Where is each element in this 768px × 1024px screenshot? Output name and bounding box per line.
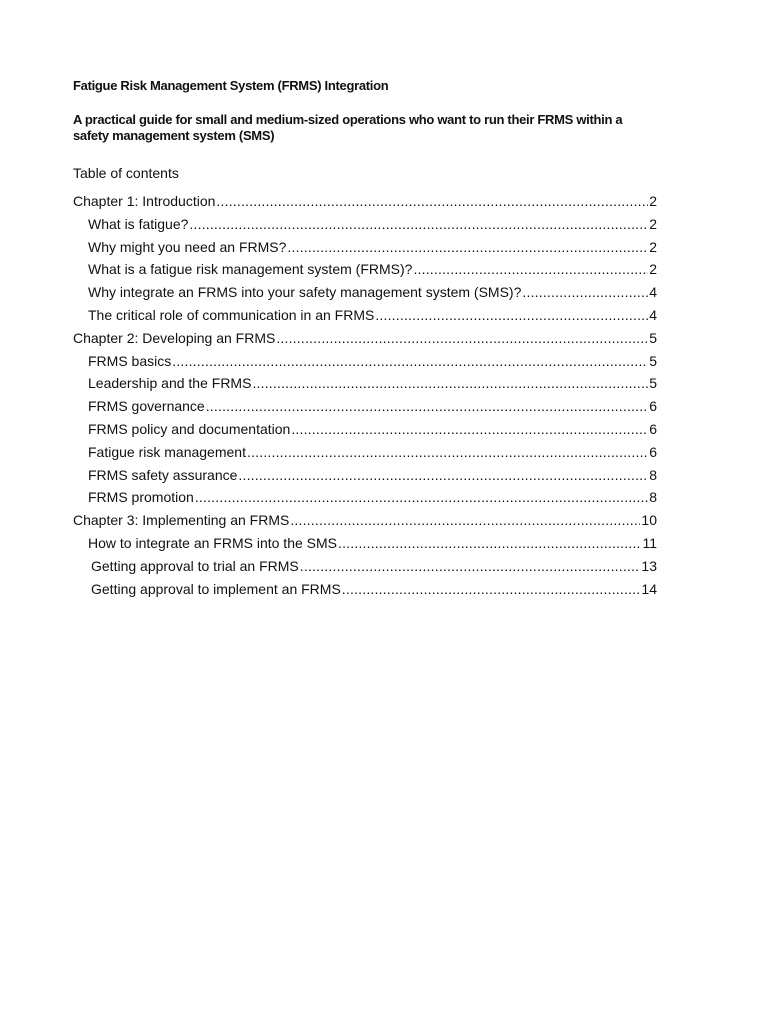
toc-section-entry[interactable] (73, 444, 657, 467)
toc-entry-label: Why might you need an FRMS? (88, 238, 287, 255)
toc-entry-label: Why integrate an FRMS into your safety management system (SMS)? (88, 284, 522, 301)
toc-entry-label: Fatigue risk management (88, 443, 246, 460)
toc-page-number: 13 (641, 557, 657, 574)
toc-page-number: 14 (641, 580, 657, 597)
toc-page-number: 5 (649, 352, 657, 369)
toc-section-entry[interactable] (73, 216, 657, 239)
toc-section-entry[interactable] (73, 581, 657, 604)
toc-entry-label: FRMS safety assurance (88, 466, 238, 483)
toc-dot-leader (238, 467, 648, 483)
toc-section-entry[interactable] (73, 535, 657, 558)
toc-dot-leader (300, 558, 641, 574)
toc-page-number: 2 (649, 261, 657, 278)
toc-dot-leader (375, 307, 648, 323)
toc-chapter-entry[interactable] (73, 512, 657, 535)
toc-section-entry[interactable] (73, 467, 657, 490)
toc-dot-leader (290, 512, 640, 528)
toc-entry-label: What is fatigue? (88, 215, 189, 232)
toc-section-entry[interactable] (73, 421, 657, 444)
toc-page-number: 2 (649, 238, 657, 255)
toc-dot-leader (252, 375, 648, 391)
toc-entry-label: Chapter 2: Developing an FRMS (73, 329, 276, 346)
toc-entry-label: The critical role of communication in an FRMS (88, 306, 375, 323)
toc-section-entry[interactable] (73, 261, 657, 284)
toc-section-entry[interactable] (73, 239, 657, 262)
toc-page-number: 8 (649, 489, 657, 506)
document-page (73, 78, 657, 603)
toc-dot-leader (413, 261, 648, 277)
document-subtitle: A practical guide for small and medium-sized operations who want to run their FRMS within a safety management system (SMS) (73, 112, 623, 143)
toc-section-entry[interactable] (73, 398, 657, 421)
toc-page-number: 8 (649, 466, 657, 483)
toc-page-number: 10 (641, 512, 657, 529)
toc-page-number: 4 (649, 284, 657, 301)
toc-dot-leader (172, 353, 648, 369)
toc-chapter-entry[interactable] (73, 330, 657, 353)
table-of-contents (73, 193, 657, 603)
toc-dot-leader (522, 284, 648, 300)
toc-dot-leader (291, 421, 648, 437)
toc-page-number: 2 (649, 215, 657, 232)
toc-dot-leader (247, 444, 648, 460)
toc-entry-label: FRMS policy and documentation (88, 420, 291, 437)
toc-dot-leader (287, 239, 648, 255)
toc-section-entry[interactable] (73, 284, 657, 307)
toc-section-entry[interactable] (73, 489, 657, 512)
toc-entry-label: Getting approval to trial an FRMS (91, 557, 299, 574)
toc-entry-label: How to integrate an FRMS into the SMS (88, 534, 337, 551)
toc-section-entry[interactable] (73, 307, 657, 330)
toc-heading: Table of contents (73, 165, 179, 181)
toc-entry-label: FRMS basics (88, 352, 172, 369)
toc-entry-label: What is a fatigue risk management system (FRMS)? (88, 261, 413, 278)
toc-entry-label: Chapter 3: Implementing an FRMS (73, 512, 290, 529)
toc-dot-leader (216, 193, 648, 209)
toc-dot-leader (195, 489, 648, 505)
toc-dot-leader (206, 398, 648, 414)
toc-section-entry[interactable] (73, 353, 657, 376)
toc-page-number: 4 (649, 306, 657, 323)
toc-entry-label: FRMS governance (88, 398, 205, 415)
toc-page-number: 6 (649, 443, 657, 460)
toc-dot-leader (276, 330, 648, 346)
toc-page-number: 5 (649, 375, 657, 392)
toc-entry-label: FRMS promotion (88, 489, 194, 506)
toc-dot-leader (338, 535, 641, 551)
toc-page-number: 2 (649, 193, 657, 209)
toc-section-entry[interactable] (73, 375, 657, 398)
toc-page-number: 5 (649, 329, 657, 346)
toc-page-number: 6 (649, 398, 657, 415)
toc-dot-leader (189, 216, 648, 232)
toc-dot-leader (342, 581, 641, 597)
toc-entry-label: Chapter 1: Introduction (73, 193, 216, 209)
document-title: Fatigue Risk Management System (FRMS) Integration (73, 78, 389, 93)
toc-page-number: 6 (649, 420, 657, 437)
toc-section-entry[interactable] (73, 558, 657, 581)
toc-entry-label: Leadership and the FRMS (88, 375, 252, 392)
toc-page-number: 11 (642, 534, 657, 551)
toc-entry-label: Getting approval to implement an FRMS (91, 580, 341, 597)
toc-chapter-entry[interactable] (73, 193, 657, 216)
